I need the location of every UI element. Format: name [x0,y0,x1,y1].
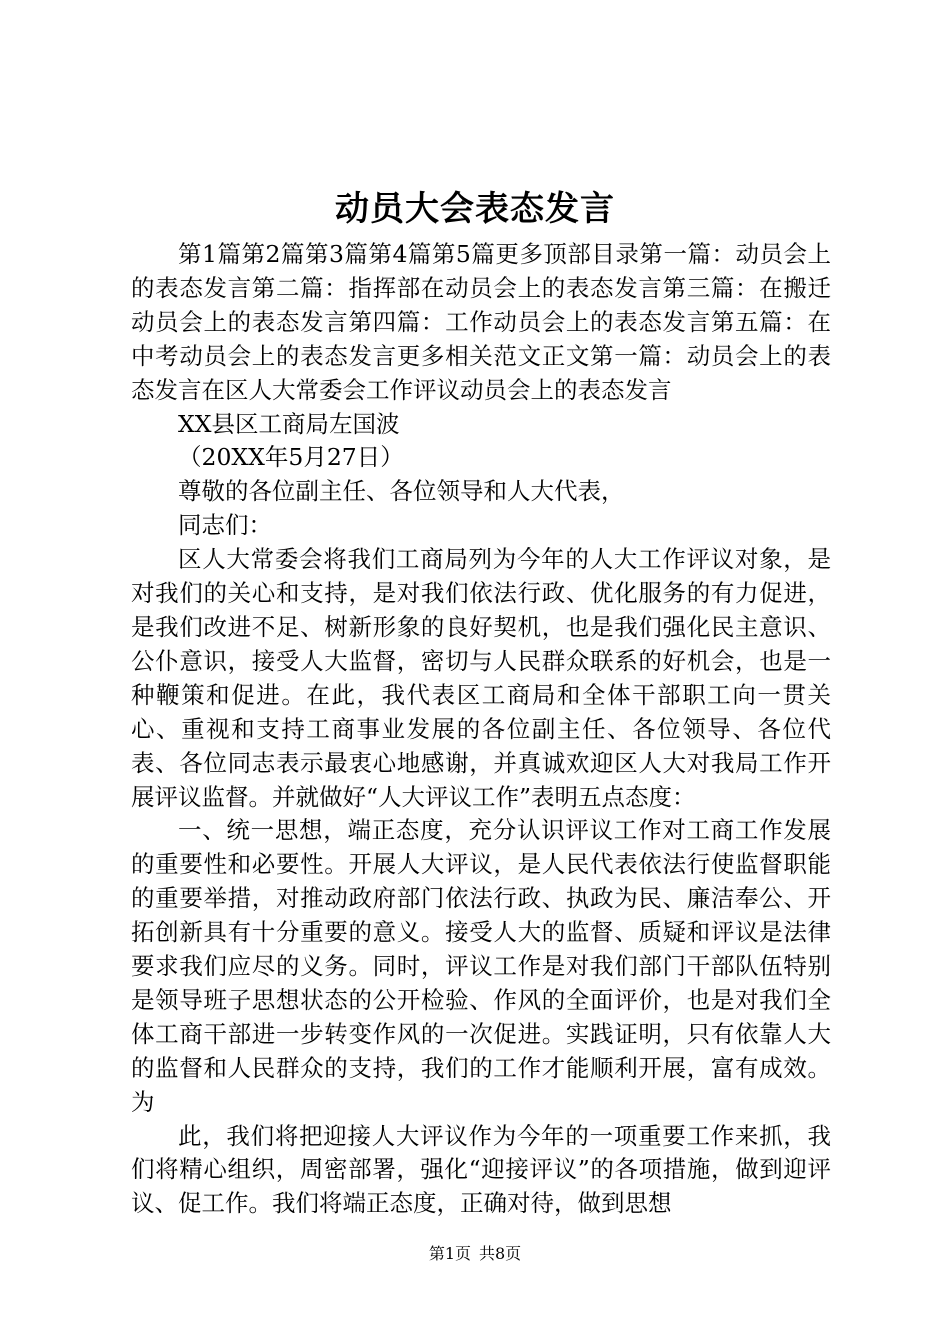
paragraph-salutation: 尊敬的各位副主任、各位领导和人大代表， [178,477,625,506]
paragraph-point-one: 一、统一思想，端正态度，充分认识评议工作对工商工作发展的重要性和必要性。开展人大评议，是人民代表依法行使监督职能的重要举措，对推动政府部门依法行政、执政为民、廉洁奉公、开拓创新具有十分重要的意义。接受人大的监督、质疑和评议是法律要求我们应尽的义务。同时，评议工作是对我们部门干部队伍特别是领导班子思想状态的公开检验、作风的全面评价，也是对我们全体工商干部进一步转变作风的一次促进。实践证明，只有依靠人大的监督和人民群众的支持，我们的工作才能顺利开展，富有成效。为 [131,816,831,1116]
paragraph-toc: 第1篇第2篇第3篇第4篇第5篇更多顶部目录第一篇：动员会上的表态发言第二篇：指挥部在动员会上的表态发言第三篇：在搬迁动员会上的表态发言第四篇：工作动员会上的表态发言第五篇：在中考动员会上的表态发言更多相关范文正文第一篇：动员会上的表态发言在区人大常委会工作评议动员会上的表态发言 [131,240,831,404]
document-body [131,238,831,1221]
paragraph-date: （20XX年5月27日） [178,443,404,472]
paragraph-intro: 区人大常委会将我们工商局列为今年的人大工作评议对象，是对我们的关心和支持，是对我们依法行政、优化服务的有力促进，是我们改进不足、树新形象的良好契机，也是我们强化民主意识、公仆意识，接受人大监督，密切与人民群众联系的好机会，也是一种鞭策和促进。在此，我代表区工商局和全体干部职工向一贯关心、重视和支持工商事业发展的各位副主任、各位领导、各位代表、各位同志表示最衷心地感谢，并真诚欢迎区人大对我局工作开展评议监督。并就做好“人大评议工作”表明五点态度： [131,545,831,811]
page-total: 共8页 [479,1244,522,1263]
paragraph-continuation: 此，我们将把迎接人大评议作为今年的一项重要工作来抓，我们将精心组织，周密部署，强化“迎接评议”的各项措施，做到迎评议、促工作。我们将端正态度，正确对待，做到思想 [131,1121,831,1218]
paragraph-author: XX县区工商局左国波 [178,409,400,438]
paragraph-comrades: 同志们： [178,511,272,540]
page-number: 第1页 [428,1244,471,1263]
document-title: 动员大会表态发言 [335,189,615,229]
page-footer [0,1242,950,1266]
